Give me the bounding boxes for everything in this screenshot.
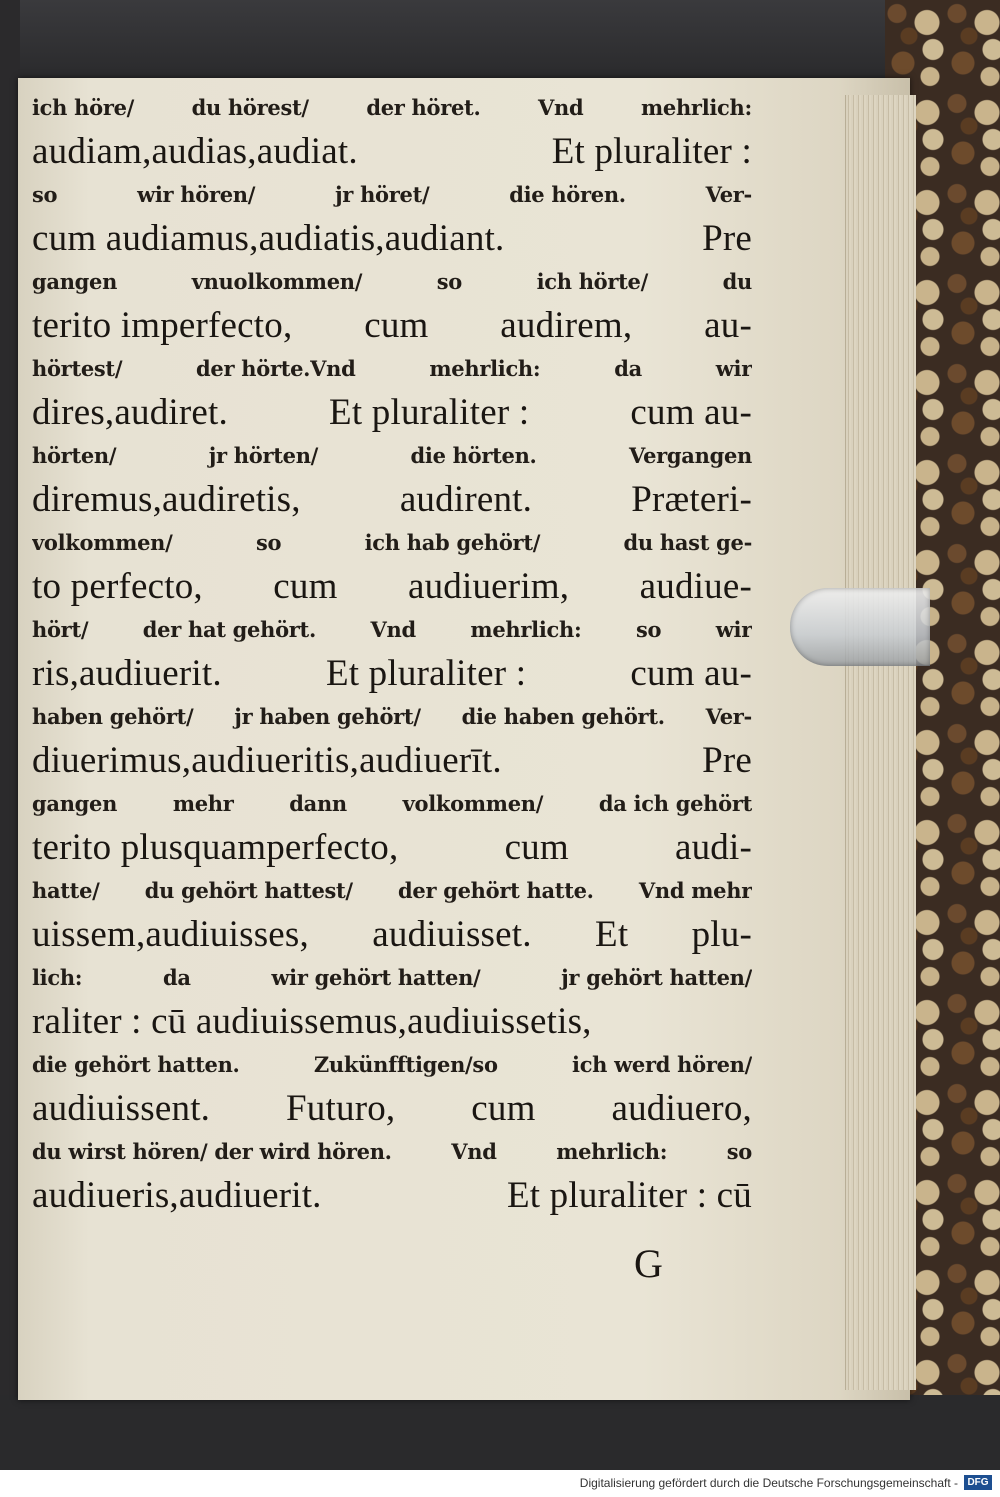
text-segment: Et [595,914,629,955]
text-segment: terito imperfecto, [32,305,293,346]
text-segment: audiuissent. [32,1088,211,1129]
latin-line [32,1087,752,1139]
text-segment: terito plusquamperfecto, [32,827,399,868]
text-segment: audiuerim, [407,566,570,607]
text-segment: Vergangen [629,443,752,468]
text-segment: Futuro, [286,1088,396,1129]
text-segment: mehrlich: [429,356,541,381]
latin-line [32,1174,752,1226]
latin-line [32,391,752,443]
text-segment: mehrlich: [470,617,582,642]
text-segment: mehrlich: [556,1139,668,1164]
latin-line [32,478,752,530]
gloss-line [32,617,752,652]
text-segment: to perfecto, [32,566,203,607]
text-segment: Præteri- [631,479,752,520]
text-segment: die haben gehört. [461,704,665,729]
text-segment: audiuero, [611,1088,752,1129]
text-segment: cum au- [630,392,752,433]
text-segment: gangen [32,791,118,816]
text-segment: wir [715,356,752,381]
latin-line [32,1000,752,1052]
latin-line [32,826,752,878]
text-segment: Vnd [451,1139,497,1164]
text-segment: da [614,356,642,381]
text-segment: wir gehört hatten/ [271,965,481,990]
text-segment: Et pluraliter : [329,392,530,433]
text-segment: du hast ge- [623,530,752,555]
text-segment: ich hörte/ [536,269,648,294]
text-segment: audi- [674,827,752,868]
glass-page-weight [790,588,930,666]
text-segment: der hörte.Vnd [196,356,356,381]
text-segment: haben gehört/ [32,704,194,729]
text-segment: cum audiamus,audiatis,audiant. [32,218,505,259]
text-segment: Et pluraliter : [551,131,752,172]
text-segment: Pre [702,218,752,259]
text-segment: wir hören/ [137,182,256,207]
text-segment: vnuolkommen/ [191,269,363,294]
text-segment: der höret. [366,95,481,120]
gloss-line [32,443,752,478]
text-segment: raliter : cū audiuissemus,audiuissetis, [32,1001,592,1042]
text-segment: cum [504,827,569,868]
gloss-line [32,878,752,913]
text-segment: audirem, [500,305,633,346]
text-segment: uissem,audiuisses, [32,914,309,955]
text-segment: plu- [691,914,752,955]
text-segment: ich höre/ [32,95,135,120]
text-segment: hörtest/ [32,356,123,381]
gloss-line [32,791,752,826]
text-segment: wir [715,617,752,642]
text-segment: Ver- [705,704,752,729]
text-segment: jr haben gehört/ [234,704,421,729]
text-segment: so [726,1139,752,1164]
text-segment: dann [289,791,347,816]
book-cover-bottom [0,1395,1000,1470]
text-segment: Ver- [705,182,752,207]
gloss-line [32,530,752,565]
latin-line [32,304,752,356]
latin-line [32,565,752,617]
gloss-line [32,965,752,1000]
gloss-line [32,1052,752,1087]
text-segment: cum [273,566,338,607]
page-text [32,95,752,1226]
gloss-line [32,704,752,739]
latin-line [32,739,752,791]
text-segment: hatte/ [32,878,100,903]
text-segment: Et pluraliter : cū [506,1175,752,1216]
text-segment: diuerimus,audiueritis,audiuerīt. [32,740,502,781]
gloss-line [32,269,752,304]
text-segment: jr gehört hatten/ [561,965,752,990]
latin-line [32,652,752,704]
text-segment: audiueris,audiuerit. [32,1175,322,1216]
text-segment: Zukünfftigen/so [313,1052,498,1077]
text-segment: so [255,530,282,555]
text-segment: audirent. [399,479,533,520]
text-segment: jr höret/ [335,182,430,207]
text-segment: lich: [32,965,83,990]
text-segment: du hörest/ [191,95,309,120]
text-segment: audiam,audias,audiat. [32,131,358,172]
text-segment: ris,audiuerit. [32,653,222,694]
text-segment: gangen [32,269,118,294]
text-segment: der hat gehört. [142,617,316,642]
text-segment: Vnd mehr [638,878,752,903]
dfg-logo: DFG [964,1475,992,1490]
text-segment: mehr [172,791,234,816]
text-segment: Vnd [370,617,416,642]
footer-credit: Digitalisierung gefördert durch die Deutsche Forschungsgemeinschaft - [579,1476,958,1490]
text-segment: diremus,audiretis, [32,479,301,520]
text-segment: ich hab gehört/ [364,530,541,555]
gloss-line [32,1139,752,1174]
book-cover-top [0,0,1000,80]
text-segment: audiue- [639,566,752,607]
footer-bar [0,1470,1000,1497]
gloss-line [32,356,752,391]
signature-mark: G [634,1241,663,1286]
text-segment: so [635,617,662,642]
book-cover-left [0,0,20,1470]
gloss-line [32,182,752,217]
text-segment: die gehört hatten. [32,1052,240,1077]
text-segment: cum [471,1088,536,1129]
text-segment: ich werd hören/ [572,1052,752,1077]
text-segment: hört/ [32,617,89,642]
text-segment: du [722,269,752,294]
text-segment: du wirst hören/ der wird hören. [32,1139,392,1164]
text-segment: so [436,269,462,294]
page-edges [845,95,916,1390]
text-segment: Vnd [538,95,584,120]
text-segment: audiuisset. [372,914,532,955]
text-segment: da ich gehört [598,791,752,816]
text-segment: au- [704,305,752,346]
gloss-line [32,95,752,130]
text-segment: da [162,965,191,990]
text-segment: so [32,182,58,207]
text-segment: cum au- [630,653,752,694]
text-segment: jr hörten/ [208,443,319,468]
text-segment: die hörten. [410,443,537,468]
text-segment: Et pluraliter : [325,653,527,694]
text-segment: mehrlich: [640,95,752,120]
text-segment: dires,audiret. [32,392,228,433]
latin-line [32,913,752,965]
text-segment: cum [364,305,429,346]
text-segment: volkommen/ [402,791,544,816]
latin-line [32,130,752,182]
text-segment: hörten/ [32,443,117,468]
text-segment: die hören. [509,182,626,207]
text-segment: volkommen/ [32,530,173,555]
text-segment: Pre [702,740,752,781]
text-segment: du gehört hattest/ [144,878,353,903]
text-segment: der gehört hatte. [398,878,594,903]
latin-line [32,217,752,269]
